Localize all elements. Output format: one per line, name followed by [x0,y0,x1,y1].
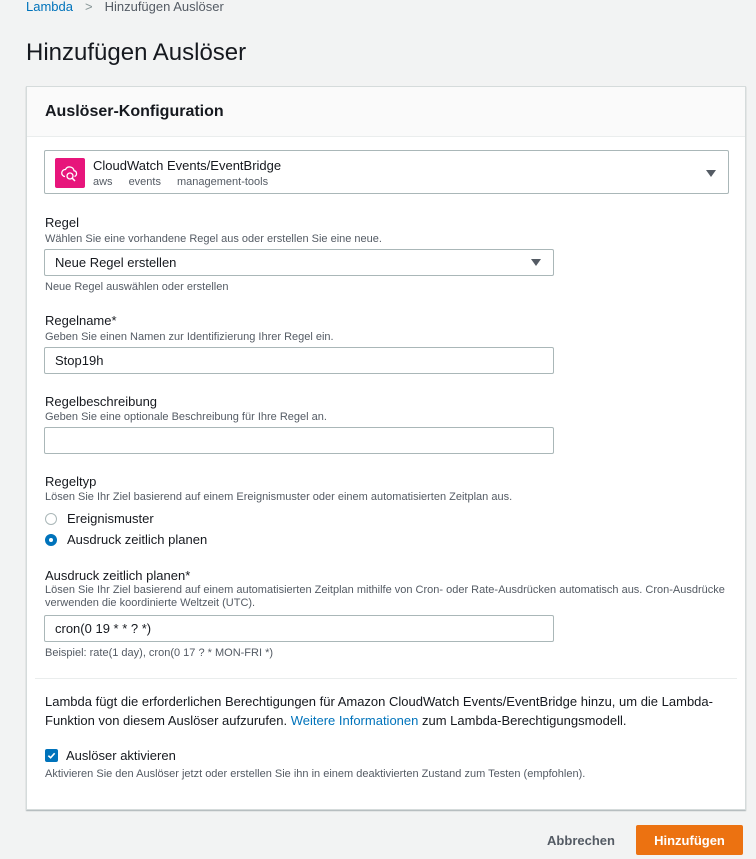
learn-more-link[interactable]: Weitere Informationen [290,713,419,728]
rule-select-value: Neue Regel erstellen [55,255,177,270]
rule-type-description: Lösen Sie Ihr Ziel basierend auf einem Ereignismuster oder einem automatisierten Zeitplan aus. [45,491,513,503]
schedule-expression-label: Ausdruck zeitlich planen* [45,568,191,583]
add-button[interactable]: Hinzufügen [636,825,743,855]
radio-event-pattern[interactable] [45,511,154,526]
trigger-source-select[interactable] [44,150,729,194]
radio-button[interactable] [45,513,57,525]
radio-button[interactable] [45,534,57,546]
rule-name-input[interactable] [44,347,554,374]
breadcrumb-lambda-link[interactable]: Lambda [26,0,73,14]
rule-description-input[interactable] [44,427,554,454]
rule-description: Wählen Sie eine vorhandene Regel aus oder erstellen Sie eine neue. [45,233,382,245]
rule-label: Regel [45,215,79,230]
rule-description-label: Regelbeschreibung [45,394,158,409]
trigger-name: CloudWatch Events/EventBridge [93,158,282,173]
cloudwatch-events-icon [55,158,85,188]
rule-select[interactable] [44,249,554,276]
trigger-tag: events [128,176,161,188]
caret-down-icon [706,170,716,177]
caret-down-icon [531,259,541,266]
trigger-configuration-panel [26,86,746,810]
divider [35,678,737,679]
panel-title: Auslöser-Konfiguration [45,103,224,120]
rule-name-label: Regelname* [45,313,117,328]
schedule-expression-description: Lösen Sie Ihr Ziel basierend auf einem automatisierten Zeitplan mithilfe von Cron- oder Rate-Ausdrücken automatisch aus. Cron-Ausdrücke verwenden die koordinierte Weltzeit (UTC). [45,584,725,609]
breadcrumb-current: Hinzufügen Auslöser [104,0,224,14]
trigger-tags [93,176,284,189]
permissions-info [45,692,725,730]
chevron-right-icon: > [84,0,93,14]
enable-trigger-description: Aktivieren Sie den Auslöser jetzt oder erstellen Sie ihn in einem deaktivierten Zustand zum Testen (empfohlen). [45,768,586,780]
rule-hint: Neue Regel auswählen oder erstellen [45,281,229,293]
enable-trigger-label: Auslöser aktivieren [66,748,176,763]
trigger-tag: aws [93,176,113,188]
enable-trigger-checkbox[interactable] [45,748,176,763]
schedule-expression-example: Beispiel: rate(1 day), cron(0 17 ? * MON-FRI *) [45,647,274,659]
page-title: Hinzufügen Auslöser [26,39,247,66]
permissions-text: Lambda fügt die erforderlichen Berechtigungen für Amazon CloudWatch Events/EventBridge hinzu, um die Lambda-Funktion von diesem Auslöser aufzurufen. [45,694,713,728]
radio-schedule-expression[interactable] [45,532,207,547]
permissions-text-end: zum Lambda-Berechtigungsmodell. [418,713,627,728]
rule-description-hint: Geben Sie eine optionale Beschreibung für Ihre Regel an. [45,411,327,423]
radio-label: Ereignismuster [67,511,154,526]
checkbox-checked-icon[interactable] [45,749,58,762]
cancel-button[interactable]: Abbrechen [531,826,631,854]
rule-name-description: Geben Sie einen Namen zur Identifizierung Ihrer Regel ein. [45,331,334,343]
schedule-expression-input[interactable] [44,615,554,642]
trigger-tag: management-tools [176,176,269,188]
breadcrumb [26,0,224,14]
radio-label: Ausdruck zeitlich planen [67,532,208,547]
panel-header [27,87,745,137]
rule-type-label: Regeltyp [45,474,97,489]
